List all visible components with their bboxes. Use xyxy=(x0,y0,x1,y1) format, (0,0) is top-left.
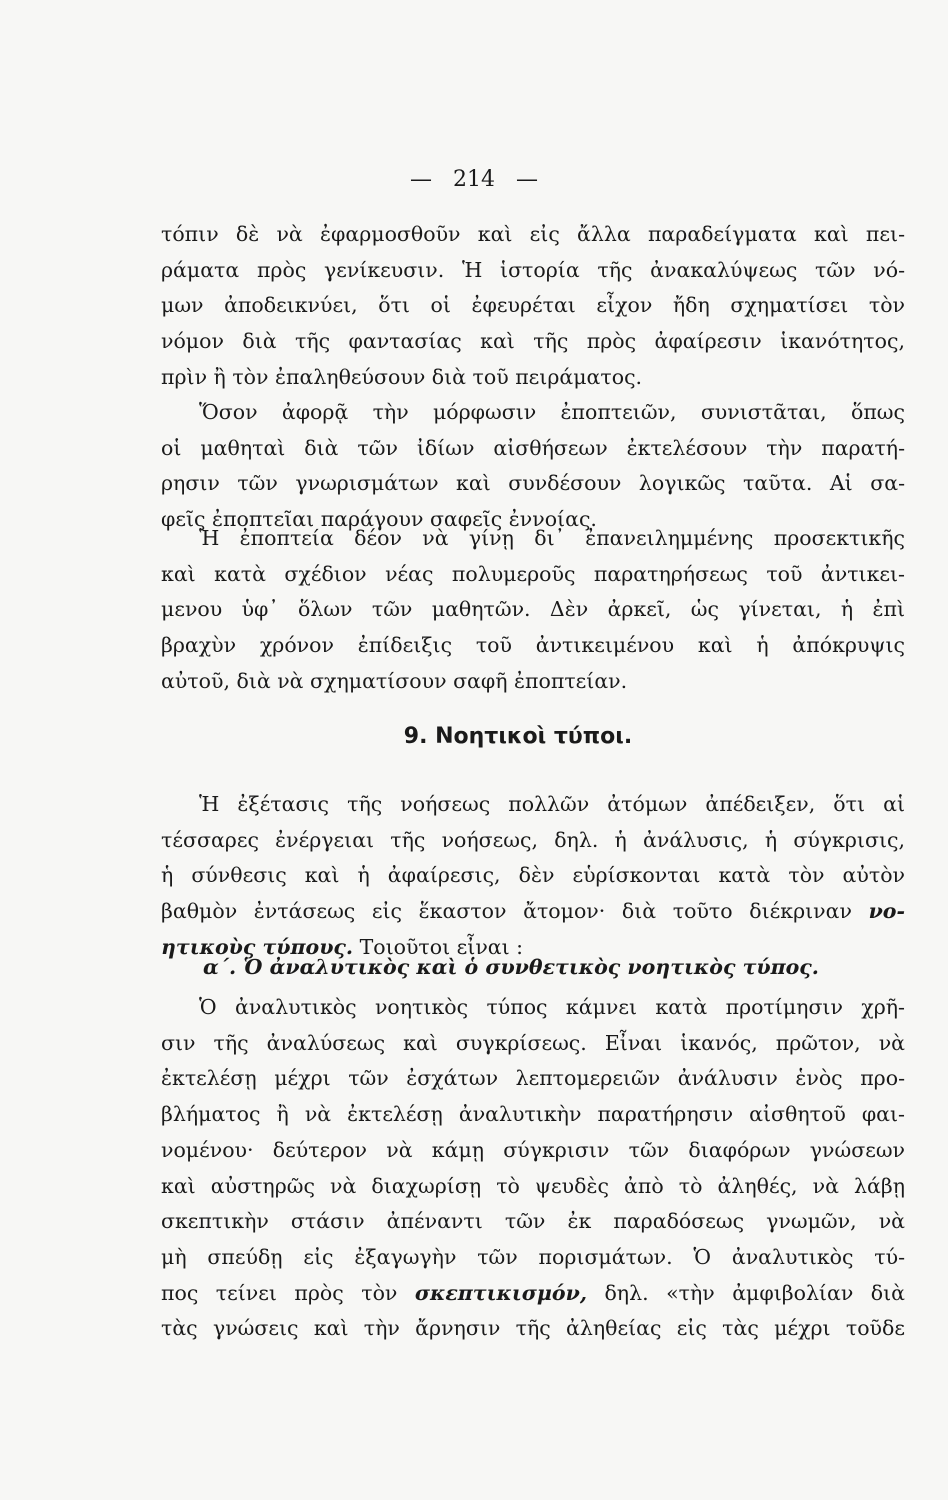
text-line-with-bold xyxy=(161,894,905,930)
paragraph-3 xyxy=(161,521,905,700)
text-line: τέσσαρες ἐνέργειαι τῆς νοήσεως, δηλ. ἡ ἀνάλυσις, ἡ σύγκρισις, xyxy=(161,827,905,852)
text-line: νομένου· δεύτερον νὰ κάμῃ σύγκρισιν τῶν διαφόρων γνώσεων xyxy=(161,1137,905,1162)
text-segment: δηλ. «τὴν ἀμφιβολίαν διὰ xyxy=(586,1280,905,1305)
text-segment: πος τείνει πρὸς τὸν xyxy=(161,1280,415,1305)
text-line: βλήματος ἢ νὰ ἐκτελέσῃ ἀναλυτικὴν παρατήρησιν αἰσθητοῦ φαι- xyxy=(161,1102,905,1127)
text-line: βραχὺν χρόνον ἐπίδειξις τοῦ ἀντικειμένου καὶ ἡ ἀπόκρυψις xyxy=(161,633,905,658)
text-line: μενου ὑφ᾽ ὅλων τῶν μαθητῶν. Δὲν ἀρκεῖ, ὡς γίνεται, ἡ ἐπὶ xyxy=(161,597,905,622)
text-line: φεῖς ἐποπτεῖαι παράγουν σαφεῖς ἐννοίας. xyxy=(161,507,597,532)
text-segment: βαθμὸν ἐντάσεως εἰς ἕκαστον ἄτομον· διὰ τοῦτο διέκριναν xyxy=(161,899,852,924)
text-line: Ὁ ἀναλυτικὸς νοητικὸς τύπος κάμνει κατὰ προτίμησιν χρῆ- xyxy=(199,995,905,1019)
paragraph-5 xyxy=(161,990,905,1347)
paragraph-2 xyxy=(161,395,905,538)
text-line: Ὅσον ἀφορᾷ τὴν μόρφωσιν ἐποπτειῶν, συνιστᾶται, ὅπως xyxy=(199,400,905,424)
bold-term: σκεπτικισμόν, xyxy=(414,1280,587,1305)
text-line: πρὶν ἢ τὸν ἐπαληθεύσουν διὰ τοῦ πειράματος. xyxy=(161,364,643,389)
paragraph-1 xyxy=(161,217,905,396)
bold-term-part1: νο- xyxy=(868,899,905,924)
text-line: σκεπτικὴν στάσιν ἀπέναντι τῶν ἐκ παραδόσεως γνωμῶν, νὰ xyxy=(161,1209,905,1234)
section-title: 9. Νοητικοὶ τύποι. xyxy=(403,724,633,749)
text-line: Ἡ ἐξέτασις τῆς νοήσεως πολλῶν ἀτόμων ἀπέδειξεν, ὅτι αἱ xyxy=(199,792,905,816)
text-line: οἱ μαθηταὶ διὰ τῶν ἰδίων αἰσθήσεων ἐκτελέσουν τὴν παρατή- xyxy=(161,435,905,460)
subheading-text: α΄. Ὁ ἀναλυτικὸς καὶ ὁ συνθετικὸς νοητικὸς τύπος. xyxy=(203,955,819,979)
text-line: αὐτοῦ, διὰ νὰ σχηματίσουν σαφῆ ἐποπτείαν. xyxy=(161,668,628,693)
text-line: τόπιν δὲ νὰ ἐφαρμοσθοῦν καὶ εἰς ἄλλα παραδείγματα καὶ πει- xyxy=(161,222,905,246)
text-line: μὴ σπεύδῃ εἰς ἐξαγωγὴν τῶν πορισμάτων. Ὁ ἀναλυτικὸς τύ- xyxy=(161,1244,905,1269)
text-line: σιν τῆς ἀναλύσεως καὶ συγκρίσεως. Εἶναι ἱκανός, πρῶτον, νὰ xyxy=(161,1030,905,1055)
text-line: Ἡ ἐποπτεία δέον νὰ γίνῃ δι᾽ ἐπανειλημμένης προσεκτικῆς xyxy=(199,526,905,550)
paragraph-4 xyxy=(161,787,905,966)
text-segment: Τοιοῦτοι εἶναι : xyxy=(353,934,524,959)
text-line: ράματα πρὸς γενίκευσιν. Ἡ ἱστορία τῆς ἀνακαλύψεως τῶν νό- xyxy=(161,257,905,282)
text-line-with-bold xyxy=(161,1276,905,1312)
bold-term-part2: ητικοὺς τύπους. xyxy=(161,934,354,959)
page-number: 214 xyxy=(453,167,495,192)
text-line: καὶ αὐστηρῶς νὰ διαχωρίσῃ τὸ ψευδὲς ἀπὸ τὸ ἀληθές, νὰ λάβῃ xyxy=(161,1173,905,1198)
page-number-header xyxy=(0,167,948,192)
dash-left: — xyxy=(410,167,432,192)
text-line: μων ἀποδεικνύει, ὅτι οἱ ἐφευρέται εἶχον ἤδη σχηματίσει τὸν xyxy=(161,293,905,318)
text-line: ρησιν τῶν γνωρισμάτων καὶ συνδέσουν λογικῶς ταῦτα. Αἱ σα- xyxy=(161,471,905,496)
dash-right: — xyxy=(516,167,538,192)
text-line: καὶ κατὰ σχέδιον νέας πολυμεροῦς παρατηρήσεως τοῦ ἀντικει- xyxy=(161,561,905,586)
text-line: νόμον διὰ τῆς φαντασίας καὶ τῆς πρὸς ἀφαίρεσιν ἱκανότητος, xyxy=(161,329,905,354)
text-line: ἐκτελέσῃ μέχρι τῶν ἐσχάτων λεπτομερειῶν ἀνάλυσιν ἑνὸς προ- xyxy=(161,1066,905,1091)
text-line: ἡ σύνθεσις καὶ ἡ ἀφαίρεσις, δὲν εὑρίσκονται κατὰ τὸν αὐτὸν xyxy=(161,863,905,888)
subheading xyxy=(203,955,947,979)
text-line: τὰς γνώσεις καὶ τὴν ἄρνησιν τῆς ἀληθείας εἰς τὰς μέχρι τοῦδε xyxy=(161,1316,905,1341)
